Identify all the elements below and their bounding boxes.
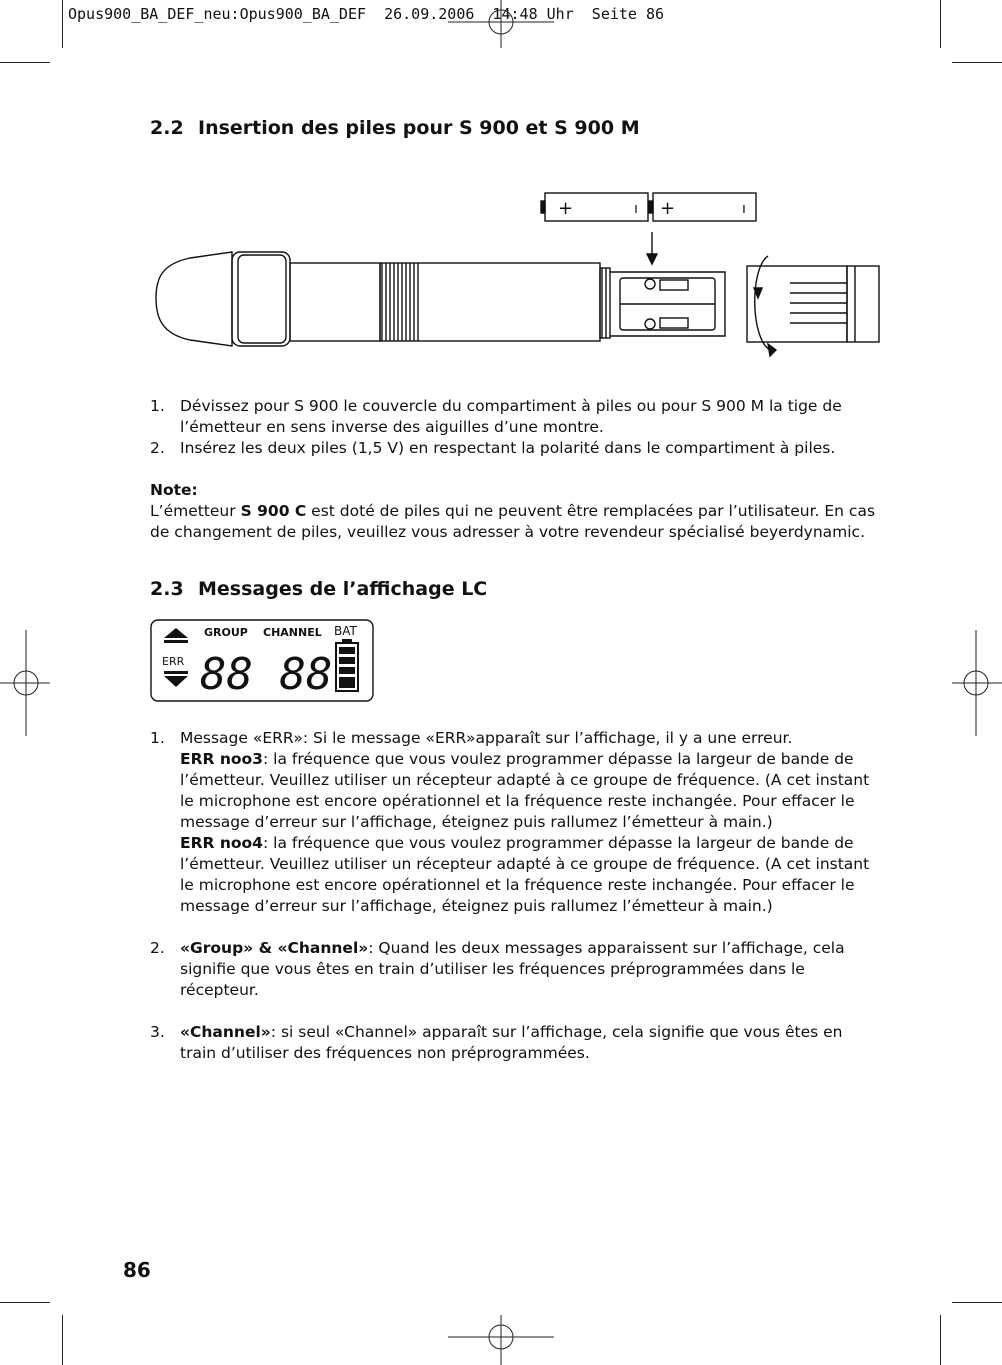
error-text: : la fréquence que vous voulez programmer dépasse la largeur de bande de l’émetteur. Veuillez utiliser un récepteur adapté à ce groupe de fréquence. (A cet instant le microphone est encore opérationnel et la fréquence reste inchangée. Pour effacer le message d’erreur sur l’affichage, éteignez puis rallumez l’émetteur à main.) — [180, 834, 870, 915]
error-text: : la fréquence que vous voulez programmer dépasse la largeur de bande de l’émetteur. Veuillez utiliser un récepteur adapté à ce groupe de fréquence. (A cet instant le microphone est encore opérationnel et la fréquence reste inchangée. Pour effacer le message d’erreur sur l’affichage, éteignez puis rallumez l’émetteur à main.) — [180, 750, 870, 831]
step-number: 1. — [150, 397, 165, 415]
battery-cap — [747, 266, 847, 342]
lcd-group-label: GROUP — [204, 626, 248, 639]
grip-ribs — [382, 263, 418, 341]
registration-mark-left — [0, 630, 50, 736]
note-model: S 900 C — [240, 502, 307, 520]
battery-2 — [649, 193, 756, 221]
section-title-text: Messages de l’affichage LC — [198, 578, 488, 600]
crop-mark — [952, 1302, 1002, 1303]
item-intro: Message «ERR»: Si le message «ERR»apparaît sur l’affichage, il y a une erreur. — [180, 729, 793, 747]
registration-mark-right — [952, 630, 1002, 736]
section-title-text: Insertion des piles pour S 900 et S 900 M — [198, 117, 640, 139]
registration-mark-bottom — [448, 1315, 554, 1365]
registration-mark-top — [448, 0, 554, 48]
section-number: 2.3 — [150, 578, 184, 600]
error-code: ERR noo3 — [180, 750, 263, 768]
step-text: Dévissez pour S 900 le couvercle du compartiment à piles ou pour S 900 M la tige de l’émetteur en sens inverse des aiguilles d’une montre. — [180, 397, 842, 436]
crop-mark — [0, 62, 50, 63]
item-number: 1. — [150, 729, 165, 747]
note-post: est doté de piles qui ne peuvent être remplacées par l’utilisateur. En cas de changement de piles, veuillez vous adresser à votre revendeur spécialisé beyerdynamic. — [150, 502, 876, 541]
item-label: «Channel» — [180, 1023, 271, 1041]
crop-mark — [62, 0, 63, 48]
section-title-2-3 — [150, 578, 487, 600]
note-pre: L’émetteur — [150, 502, 241, 520]
lcd-digits: 88 88 — [200, 649, 333, 700]
list-item — [150, 1022, 880, 1064]
lcd-messages-list — [150, 728, 880, 1064]
lcd-display-figure — [150, 619, 376, 703]
battery-1 — [541, 193, 648, 221]
item-number: 3. — [150, 1023, 165, 1041]
crop-mark — [62, 1315, 63, 1365]
list-item — [150, 728, 880, 917]
crop-mark — [940, 1315, 941, 1365]
note-label: Note: — [150, 481, 198, 499]
crop-mark — [0, 1302, 50, 1303]
print-header: Opus900_BA_DEF_neu:Opus900_BA_DEF 26.09.2006 14:48 Uhr Seite 86 — [68, 5, 665, 23]
battery-plus-label: + — [558, 198, 574, 219]
rotation-arrow-icon — [755, 256, 770, 350]
battery-plus-label: + — [660, 198, 676, 219]
lcd-channel-label: CHANNEL — [263, 626, 322, 639]
microphone-grille — [156, 252, 232, 346]
crop-mark — [940, 0, 941, 48]
step-number: 2. — [150, 439, 165, 457]
battery-insertion-figure — [150, 188, 882, 358]
item-text: : si seul «Channel» apparaît sur l’affichage, cela signifie que vous êtes en train d’utiliser des fréquences non préprogrammées. — [180, 1023, 843, 1062]
item-number: 2. — [150, 939, 165, 957]
list-item — [150, 396, 880, 438]
item-label: «Group» & «Channel» — [180, 939, 369, 957]
list-item — [150, 438, 880, 459]
list-item — [150, 938, 880, 1001]
insertion-steps — [150, 396, 880, 459]
item-text: : Quand les deux messages apparaissent sur l’affichage, cela signifie que vous êtes en train d’utiliser les fréquences préprogrammées dans le récepteur. — [180, 939, 845, 999]
battery-minus-label: ı — [634, 201, 638, 217]
error-code: ERR noo4 — [180, 834, 263, 852]
section-number: 2.2 — [150, 117, 184, 139]
step-text: Insérez les deux piles (1,5 V) en respectant la polarité dans le compartiment à piles. — [180, 439, 836, 457]
note-block — [150, 480, 880, 543]
battery-minus-label: ı — [742, 201, 746, 217]
crop-mark — [952, 62, 1002, 63]
section-title-2-2 — [150, 117, 640, 139]
lcd-err-label: ERR — [162, 655, 185, 668]
page-number: 86 — [123, 1258, 151, 1282]
lcd-bat-label: BAT — [334, 624, 357, 638]
